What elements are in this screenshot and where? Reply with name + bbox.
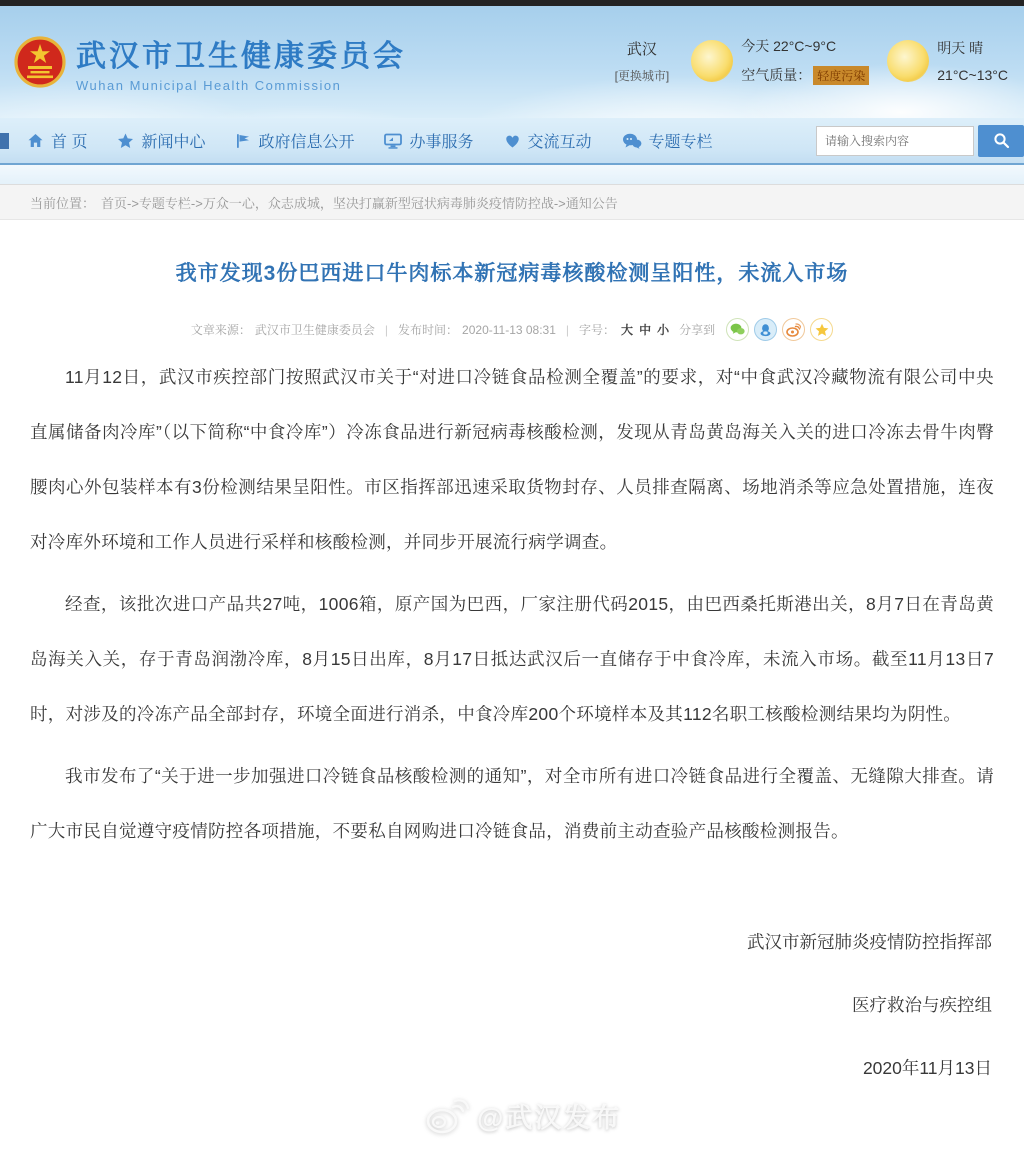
nav-item-label: 专题专栏 [648,134,713,151]
weather-widget [615,36,1018,85]
breadcrumb-label: 当前位置： [30,195,96,211]
weather-tomorrow-block [937,38,1008,83]
main-nav [0,118,1024,165]
air-quality-badge: 轻度污染 [813,66,869,85]
nav-item-topics[interactable] [622,129,713,152]
star-icon [117,133,134,149]
nav-item-news[interactable] [117,129,205,152]
qzone-share-icon[interactable] [810,318,833,341]
font-size-medium-button[interactable]: 中 [639,323,652,337]
sun-icon [691,40,733,82]
nav-item-gov-info[interactable] [235,129,354,152]
search-input[interactable] [816,126,974,156]
tomorrow-temp: 21°C~13°C [937,67,1008,83]
nav-item-label: 办事服务 [409,134,474,151]
home-icon [27,133,44,149]
nav-item-interaction[interactable] [504,129,592,152]
meta-separator: | [384,322,389,337]
publish-time-label: 发布时间： [398,323,459,337]
today-label: 今天 [741,38,770,54]
air-quality-label: 空气质量： [741,67,812,83]
monitor-icon [384,133,402,149]
source-label: 文章来源： [190,323,251,337]
nav-item-label: 首 页 [51,134,88,151]
flag-icon [235,133,251,149]
page-title: 我市发现3份巴西进口牛肉标本新冠病毒核酸检测呈阳性，未流入市场 [175,262,849,285]
signature-org: 武汉市新冠肺炎疫情防控指挥部 [747,932,992,952]
source-value: 武汉市卫生健康委员会 [254,323,375,337]
paragraph: 11月12日，武汉市疾控部门按照武汉市关于“对进口冷链食品检测全覆盖”的要求，对“中食武汉冷藏物流有限公司中央直属储备肉冷库”（以下简称“中食冷库”）冷冻食品进行新冠病毒核酸检测，发现从青岛黄岛海关入关的进口冷冻去骨牛肉臀腰肉心外包装样本有3份检测结果呈阳性。市区指挥部迅速采取货物封存、人员排查隔离、场地消杀等应急处置措施，连夜对冷库外环境和工作人员进行采样和核酸检测，并同步开展流行病学调查。 [30,367,994,552]
site-header [0,6,1024,118]
font-size-large-button[interactable]: 大 [621,323,634,337]
nav-item-label: 新闻中心 [141,134,206,151]
site-title: 武汉市卫生健康委员会 [76,40,406,73]
breadcrumb [0,184,1024,220]
paragraph: 我市发布了“关于进一步加强进口冷链食品核酸检测的通知”，对全市所有进口冷链食品进行全覆盖、无缝隙大排查。请广大市民自觉遵守疫情防控各项措施，不要私自网购进口冷链食品，消费前主动查验产品核酸检测报告。 [30,766,994,841]
signature-group: 医疗救治与疾控组 [852,995,992,1015]
wechat-share-icon[interactable] [726,318,749,341]
nav-item-label: 交流互动 [527,134,592,151]
weather-city: 武汉 [626,40,657,58]
qq-share-icon[interactable] [754,318,777,341]
sun-icon [887,40,929,82]
meta-separator: | [565,322,570,337]
font-size-small-button[interactable]: 小 [657,323,670,337]
weather-city-block [615,38,670,84]
signature-date: 2020年11月13日 [862,1058,992,1078]
brand-text [76,31,406,93]
weibo-logo-icon [425,1097,469,1135]
nav-item-home[interactable] [27,129,87,152]
sub-strip [0,165,1024,184]
font-size-label: 字号： [579,323,616,337]
weather-today-block [741,36,869,85]
article-meta [30,318,994,341]
search-button[interactable] [978,125,1024,157]
site-brand[interactable] [14,31,406,93]
weibo-share-icon[interactable] [782,318,805,341]
nav-edge-marker [0,133,9,149]
heart-icon [504,133,521,149]
search-bar [816,125,1024,157]
tomorrow-label: 明天 晴 [937,40,984,56]
today-temp: 22°C~9°C [773,38,837,54]
national-emblem-logo [14,33,66,91]
signature-block [30,931,994,1079]
share-label: 分享到 [679,323,716,337]
chat-icon [622,133,642,149]
change-city-link[interactable]: [更换城市] [614,68,670,83]
breadcrumb-path[interactable]: 首页->专题专栏->万众一心，众志成城，坚决打赢新型冠状病毒肺炎疫情防控战->通知公告 [101,195,618,211]
nav-item-label: 政府信息公开 [258,134,355,151]
nav-item-services[interactable] [384,129,473,152]
publish-time-value: 2020-11-13 08:31 [462,322,556,337]
watermark [425,1096,621,1135]
article [0,257,1024,1079]
paragraph: 经查，该批次进口产品共27吨，1006箱，原产国为巴西，厂家注册代码2015，由巴西桑托斯港出关，8月7日在青岛黄岛海关入关，存于青岛润渤冷库，8月15日出库，8月17日抵达武汉后一直储存于中食冷库，未流入市场。截至11月13日7时，对涉及的冷冻产品全部封存，环境全面进行消杀，中食冷库200个环境样本及其112名职工核酸检测结果均为阴性。 [30,594,994,724]
article-body [30,350,994,859]
search-icon [993,132,1010,149]
watermark-text: @武汉发布 [477,1103,622,1133]
site-title-en: Wuhan Municipal Health Commission [76,78,342,93]
